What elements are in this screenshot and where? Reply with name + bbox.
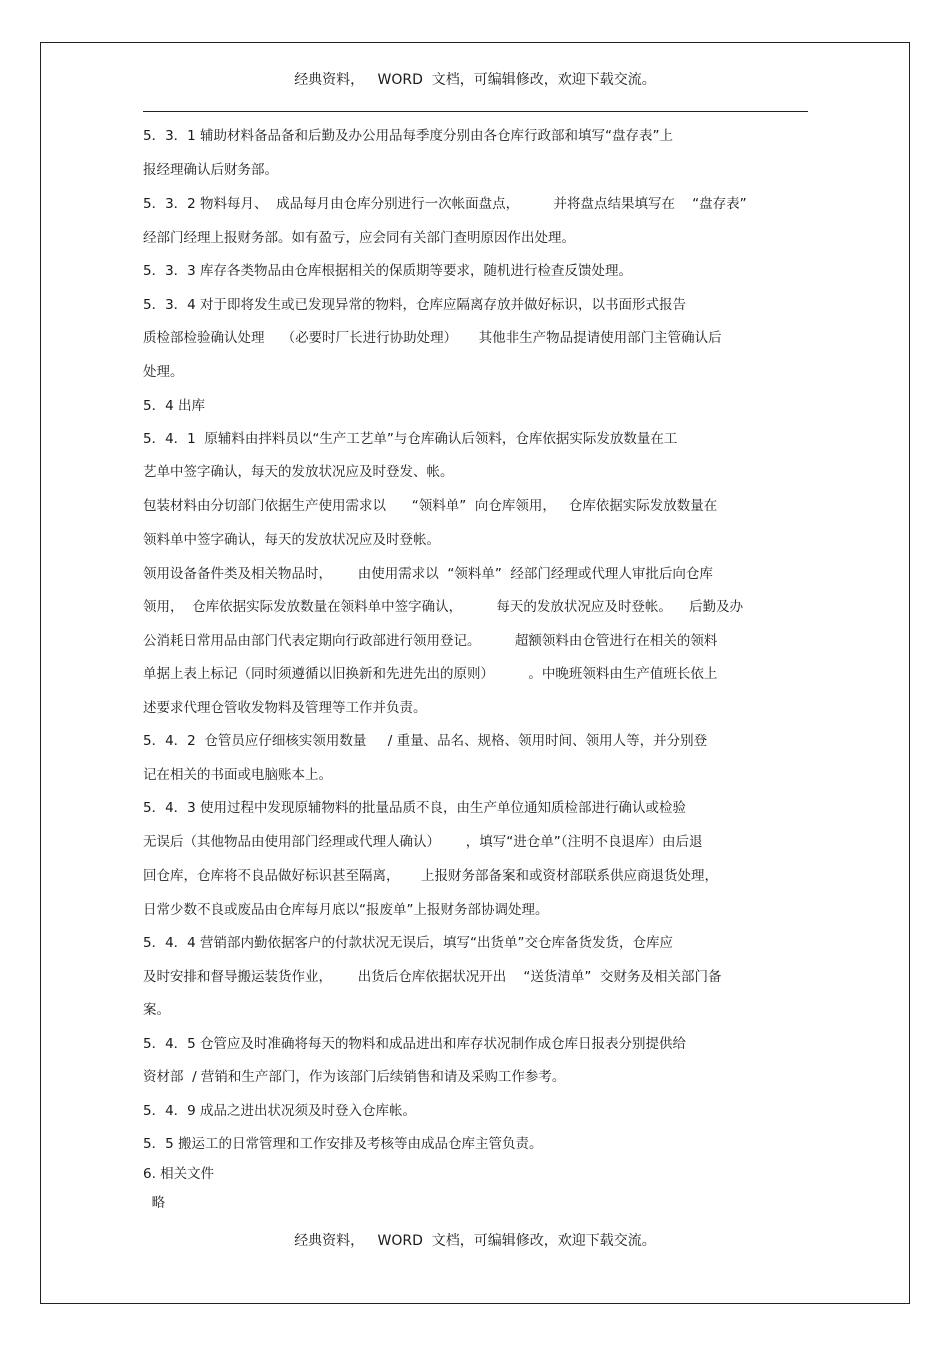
text-line: 案。	[143, 1002, 170, 1018]
text-line: 资材部 / 营销和生产部门，作为该部门后续销售和请及采购工作参考。	[143, 1069, 566, 1085]
text-line: 记在相关的书面或电脑账本上。	[143, 767, 332, 783]
page-footer: 经典资料， WORD 文档，可编辑修改，欢迎下载交流。	[294, 1233, 656, 1249]
text-line: 5．5 搬运工的日常管理和工作安排及考核等由成品仓库主管负责。	[143, 1136, 543, 1152]
text-line: 5．3．3 库存各类物品由仓库根据相关的保质期等要求，随机进行检查反馈处理。	[143, 263, 633, 279]
section-heading: 5．4 出库	[143, 398, 205, 414]
section-heading: 6. 相关文件	[143, 1166, 215, 1182]
text-line: 经部门经理上报财务部。如有盈亏，应会同有关部门查明原因作出处理。	[143, 230, 575, 246]
text-line: 无误后（其他物品由使用部门经理或代理人确认） ，填写“进仓单”（注明不良退库）由后退	[143, 834, 703, 850]
text-line: 5．3．2 物料每月、 成品每月由仓库分别进行一次帐面盘点， 并将盘点结果填写在 “盘存表”	[143, 196, 747, 212]
text-line: 5．4．3 使用过程中发现原辅物料的批量品质不良，由生产单位通知质检部进行确认或检验	[143, 800, 687, 816]
text-line: 5．4．1 原辅料由拌料员以“生产工艺单”与仓库确认后领料，仓库依据实际发放数量在工	[143, 431, 678, 447]
text-line: 及时安排和督导搬运装货作业， 出货后仓库依据状况开出 “送货清单” 交财务及相关部门备	[143, 969, 722, 985]
text-line: 述要求代理仓管收发物料及管理等工作并负责。	[143, 700, 427, 716]
text-line: 处理。	[143, 364, 184, 380]
text-line: 领用， 仓库依据实际发放数量在领料单中签字确认， 每天的发放状况应及时登帐。 后勤及办	[143, 599, 744, 615]
text-line: 略	[143, 1195, 166, 1211]
text-line: 5．4．9 成品之进出状况须及时登入仓库帐。	[143, 1103, 417, 1119]
page-header: 经典资料， WORD 文档，可编辑修改，欢迎下载交流。	[294, 72, 656, 88]
text-line: 日常少数不良或废品由仓库每月底以“报废单”上报财务部协调处理。	[143, 902, 549, 918]
text-line: 5．4．4 营销部内勤依据客户的付款状况无误后，填写“出货单”交仓库备货发货，仓库应	[143, 935, 674, 951]
text-line: 5．4．2 仓管员应仔细核实领用数量 / 重量、品名、规格、领用时间、领用人等，并分别登	[143, 733, 708, 749]
text-line: 回仓库，仓库将不良品做好标识甚至隔离， 上报财务部备案和或资材部联系供应商退货处理，	[143, 868, 718, 884]
text-line: 公消耗日常用品由部门代表定期向行政部进行领用登记。 超额领料由仓管进行在相关的领料	[143, 633, 718, 649]
text-line: 5．4．5 仓管应及时准确将每天的物料和成品进出和库存状况制作成仓库日报表分别提供给	[143, 1036, 687, 1052]
text-line: 艺单中签字确认，每天的发放状况应及时登发、帐。	[143, 464, 454, 480]
text-line: 包装材料由分切部门依据生产使用需求以 “领料单” 向仓库领用， 仓库依据实际发放数量在	[143, 498, 718, 514]
text-line: 领用设备备件类及相关物品时， 由使用需求以 “领料单” 经部门经理或代理人审批后向仓库	[143, 566, 713, 582]
text-line: 5．3．4 对于即将发生或已发现异常的物料，仓库应隔离存放并做好标识，以书面形式报告	[143, 297, 687, 313]
text-line: 领料单中签字确认，每天的发放状况应及时登帐。	[143, 532, 440, 548]
header-rule	[143, 111, 808, 112]
text-line: 5．3．1 辅助材料备品备和后勤及办公用品每季度分别由各仓库行政部和填写“盘存表”上	[143, 128, 674, 144]
text-line: 报经理确认后财务部。	[143, 162, 278, 178]
text-line: 单据上表上标记（同时须遵循以旧换新和先进先出的原则） 。中晚班领料由生产值班长依上	[143, 666, 718, 682]
text-line: 质检部检验确认处理 （必要时厂长进行协助处理） 其他非生产物品提请使用部门主管确认后	[143, 330, 722, 346]
